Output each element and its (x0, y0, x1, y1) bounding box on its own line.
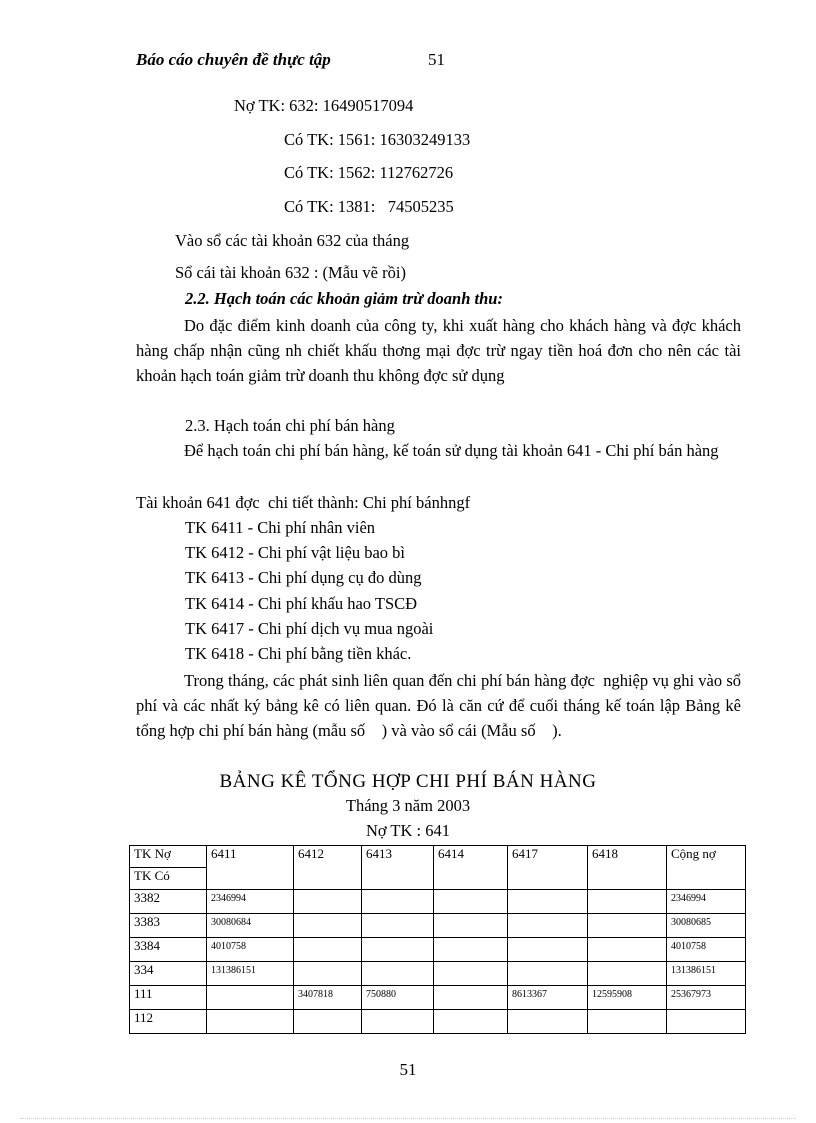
entry-debit-632: Nợ TK: 632: 16490517094 (234, 96, 414, 115)
column-header: 6417 (508, 846, 588, 890)
table-cell (294, 938, 362, 962)
table-cell-total (667, 1010, 746, 1034)
section-heading-2-3: 2.3. Hạch toán chi phí bán hàng (185, 416, 395, 435)
table-title: BẢNG KÊ TỔNG HỢP CHI PHÍ BÁN HÀNG (219, 771, 597, 792)
table-subtitle: Tháng 3 năm 2003 (345, 796, 471, 815)
table-cell (294, 962, 362, 986)
table-cell (294, 1010, 362, 1034)
account-6413: TK 6413 - Chi phí dụng cụ đo dùng (185, 568, 422, 587)
table-cell (362, 938, 434, 962)
table-cell-total: 131386151 (667, 962, 746, 986)
line-so-cai: Sổ cái tài khoản 632 : (Mẫu vẽ rồi) (175, 263, 406, 282)
table-cell (294, 914, 362, 938)
table-cell (362, 1010, 434, 1034)
account-6412: TK 6412 - Chi phí vật liệu bao bì (185, 543, 405, 562)
table-cell-total: 4010758 (667, 938, 746, 962)
table-cell (294, 890, 362, 914)
column-header-total: Cộng nợ (667, 846, 746, 890)
paragraph-trong-thang: Trong tháng, các phát sinh liên quan đến chi phí bán hàng đợc nghiệp vụ ghi vào sổ phí và các nhất ký bảng kê có liên quan. Đó là căn cứ để cuối tháng kế toán lập Bảng kê tổng hợp chi phí bán hàng (mẫu số ) và vào sổ cái (Mẫu số ). (136, 671, 746, 740)
table-cell (434, 962, 508, 986)
table-cell: 3407818 (294, 986, 362, 1010)
table-cell (588, 962, 667, 986)
column-header: 6411 (207, 846, 294, 890)
account-6417: TK 6417 - Chi phí dịch vụ mua ngoài (185, 619, 434, 638)
entry-credit-1381: Có TK: 1381: 74505235 (284, 197, 454, 216)
row-account: 3384 (130, 938, 207, 962)
footer-page-number: 51 (399, 1060, 417, 1079)
table-row (130, 914, 746, 938)
table-cell (434, 938, 508, 962)
table-cell (508, 938, 588, 962)
table-row (130, 1010, 746, 1034)
summary-table (129, 845, 746, 1034)
table-cell-total: 30080685 (667, 914, 746, 938)
line-vao-so: Vào sổ các tài khoản 632 của tháng (175, 231, 410, 250)
entry-credit-1562: Có TK: 1562: 112762726 (284, 163, 454, 182)
entry-credit-1561: Có TK: 1561: 16303249133 (284, 130, 471, 149)
table-row (130, 938, 746, 962)
column-header: 6413 (362, 846, 434, 890)
table-cell (588, 890, 667, 914)
table-cell (207, 986, 294, 1010)
table-cell (434, 914, 508, 938)
header-corner-top: TK Nợ (130, 846, 207, 868)
table-row (130, 962, 746, 986)
paragraph-641: Để hạch toán chi phí bán hàng, kế toán sử dụng tài khoản 641 - Chi phí bán hàng (184, 441, 719, 460)
table-cell: 12595908 (588, 986, 667, 1010)
account-6414: TK 6414 - Chi phí khấu hao TSCĐ (185, 594, 418, 613)
column-header: 6418 (588, 846, 667, 890)
table-cell-total: 2346994 (667, 890, 746, 914)
table-row (130, 890, 746, 914)
header-page-number: 51 (428, 50, 445, 69)
row-account: 112 (130, 1010, 207, 1034)
header-corner-bottom: TK Có (130, 868, 207, 890)
table-cell: 4010758 (207, 938, 294, 962)
table-cell: 2346994 (207, 890, 294, 914)
table-cell: 131386151 (207, 962, 294, 986)
account-6411: TK 6411 - Chi phí nhân viên (185, 518, 376, 537)
table-cell (362, 962, 434, 986)
section-heading-2-2: 2.2. Hạch toán các khoản giảm trừ doanh thu: (185, 289, 503, 308)
column-header: 6414 (434, 846, 508, 890)
table-cell: 8613367 (508, 986, 588, 1010)
column-header: 6412 (294, 846, 362, 890)
table-cell-total: 25367973 (667, 986, 746, 1010)
table-cell (508, 890, 588, 914)
table-header-row (130, 846, 746, 868)
table-cell (508, 962, 588, 986)
table-cell (508, 1010, 588, 1034)
table-cell (588, 1010, 667, 1034)
page-bottom-divider (20, 1118, 796, 1119)
table-cell: 30080684 (207, 914, 294, 938)
table-cell: 750880 (362, 986, 434, 1010)
header-title: Báo cáo chuyên đề thực tập (136, 50, 331, 69)
table-cell (434, 986, 508, 1010)
row-account: 3383 (130, 914, 207, 938)
table-cell (362, 890, 434, 914)
row-account: 111 (130, 986, 207, 1010)
table-cell (508, 914, 588, 938)
table-cell (588, 938, 667, 962)
table-cell (434, 890, 508, 914)
account-6418: TK 6418 - Chi phí bằng tiền khác. (185, 644, 412, 663)
table-cell (434, 1010, 508, 1034)
table-cell (588, 914, 667, 938)
line-641-detail: Tài khoản 641 đợc chi tiết thành: Chi phí bánhngf (136, 493, 471, 512)
table-account: Nợ TK : 641 (365, 821, 451, 840)
row-account: 334 (130, 962, 207, 986)
paragraph-giam-tru: Do đặc điểm kinh doanh của công ty, khi xuất hàng cho khách hàng và đợc khách hàng chấp nhận cũng nh chiết khấu thơng mại đợc trừ ngay tiền hoá đơn cho nên các tài khoản hạch toán giảm trừ doanh thu không đợc sử dụng (136, 316, 741, 385)
table-cell (362, 914, 434, 938)
table-cell (207, 1010, 294, 1034)
row-account: 3382 (130, 890, 207, 914)
table-row (130, 986, 746, 1010)
